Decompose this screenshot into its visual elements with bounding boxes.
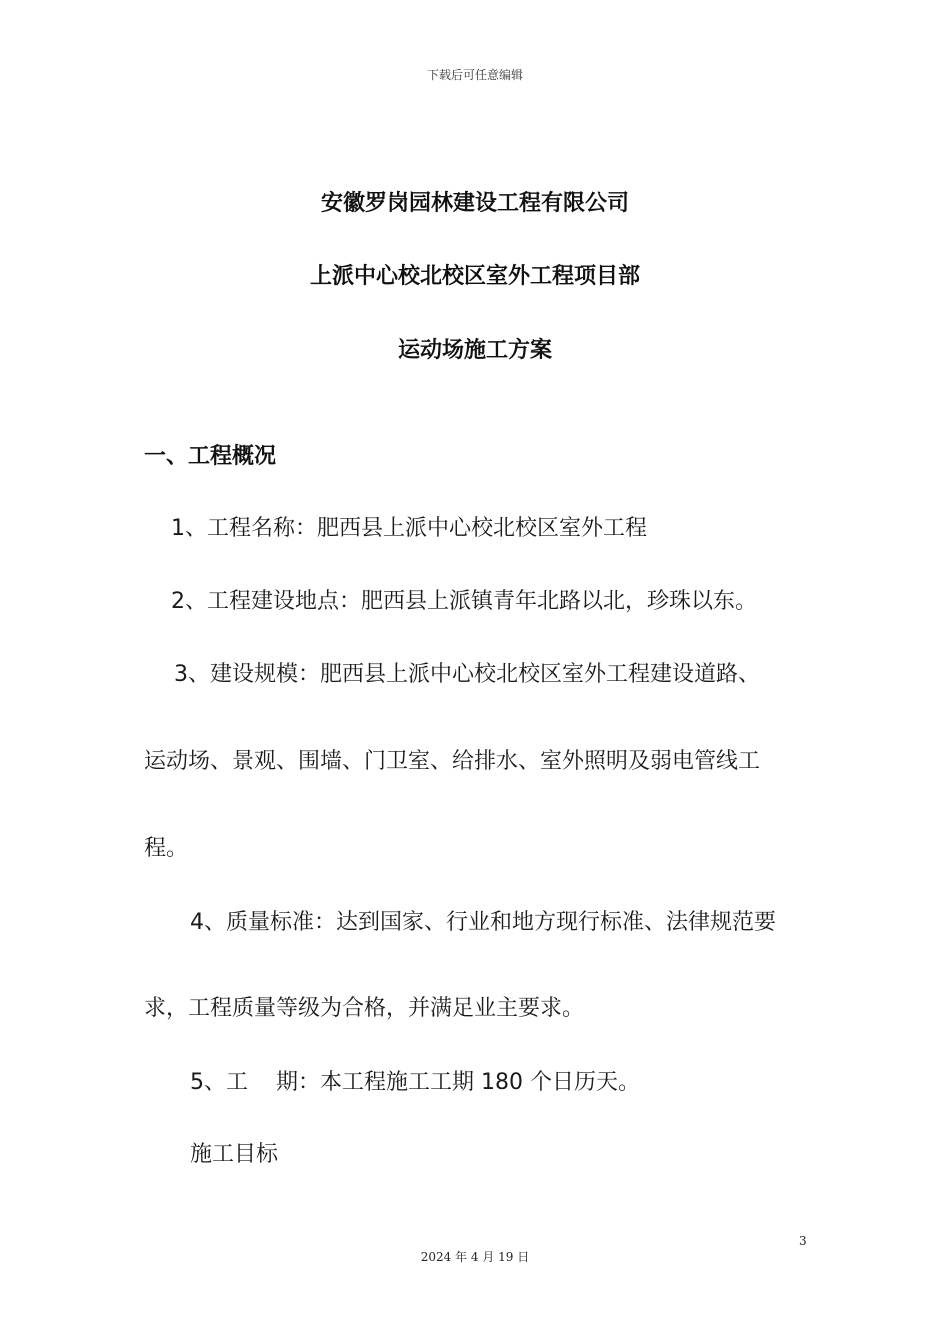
item-quality-line-1: 4、质量标准：达到国家、行业和地方现行标准、法律规范要 — [190, 910, 776, 935]
document-title: 运动场施工方案 — [397, 338, 552, 363]
item-quality-line-2: 求，工程质量等级为合格，并满足业主要求。 — [144, 996, 585, 1021]
item-project-name: 1、工程名称：肥西县上派中心校北校区室外工程 — [171, 516, 647, 541]
page-number: 3 — [799, 1234, 807, 1248]
section-heading: 一、工程概况 — [144, 444, 277, 469]
project-title: 上派中心校北校区室外工程项目部 — [309, 264, 640, 289]
header-note: 下载后可任意编辑 — [426, 68, 523, 82]
company-title: 安徽罗岗园林建设工程有限公司 — [320, 191, 629, 216]
item-scale-line-2: 运动场、景观、围墙、门卫室、给排水、室外照明及弱电管线工 — [144, 749, 761, 774]
item-project-location: 2、工程建设地点：肥西县上派镇青年北路以北，珍珠以东。 — [171, 589, 757, 614]
footer-date: 2024 年 4 月 19 日 — [420, 1250, 530, 1264]
item-scale-line-3: 程。 — [144, 836, 189, 861]
item-duration: 5、工 期：本工程施工工期 180 个日历天。 — [190, 1070, 640, 1095]
item-construction-goal: 施工目标 — [190, 1142, 279, 1167]
item-scale-line-1: 3、建设规模：肥西县上派中心校北校区室外工程建设道路、 — [174, 662, 760, 687]
